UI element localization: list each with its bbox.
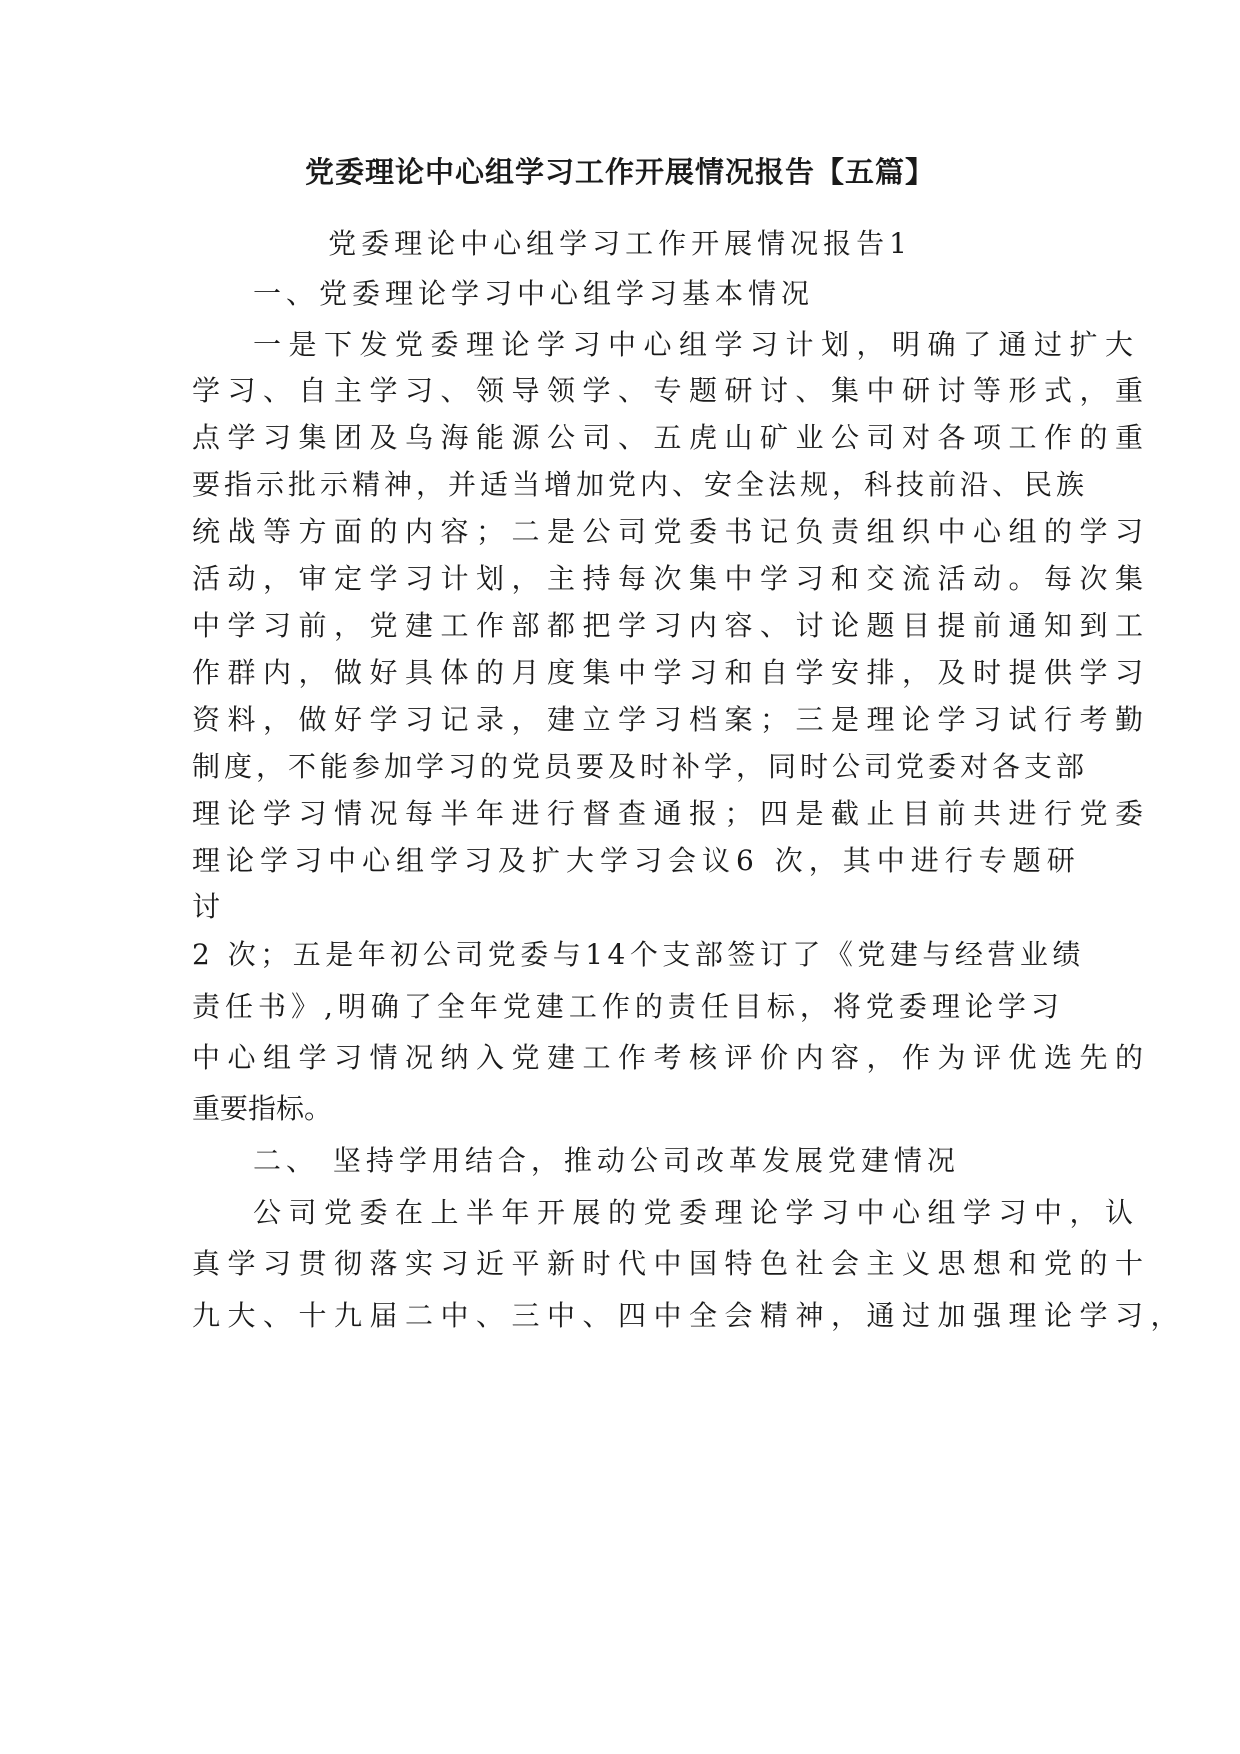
paragraph-line: 九大、十九届二中、三中、四中全会精神，通过加强理论学习， <box>192 1299 1187 1332</box>
paragraph-line: 公司党委在上半年开展的党委理论学习中心组学习中，认 <box>253 1196 1141 1229</box>
paragraph-line: 2 次；五是年初公司党委与14个支部签订了《党建与经营业绩 <box>192 938 1085 971</box>
paragraph-line: 理论学习情况每半年进行督查通报；四是截止目前共进行党委 <box>192 797 1151 830</box>
paragraph-line: 中学习前，党建工作部都把学习内容、讨论题目提前通知到工 <box>192 609 1151 642</box>
section-heading-1: 一、党委理论学习中心组学习基本情况 <box>253 277 815 310</box>
paragraph-line: 一是下发党委理论学习中心组学习计划，明确了通过扩大 <box>253 328 1141 361</box>
report-subtitle: 党委理论中心组学习工作开展情况报告1 <box>328 227 912 260</box>
paragraph-line: 要指示批示精神，并适当增加党内、安全法规，科技前沿、民族 <box>192 468 1089 501</box>
paragraph-line: 作群内，做好具体的月度集中学习和自学安排，及时提供学习 <box>192 656 1151 689</box>
paragraph-line: 重要指标。 <box>192 1092 333 1125</box>
section-heading-2: 二、 坚持学用结合，推动公司改革发展党建情况 <box>253 1144 960 1177</box>
paragraph-line: 活动，审定学习计划，主持每次集中学习和交流活动。每次集 <box>192 562 1151 595</box>
paragraph-line: 中心组学习情况纳入党建工作考核评价内容，作为评优选先的 <box>192 1041 1151 1074</box>
paragraph-line: 制度，不能参加学习的党员要及时补学，同时公司党委对各支部 <box>192 750 1089 783</box>
paragraph-line: 理论学习中心组学习及扩大学习会议6 次，其中进行专题研 <box>192 844 1081 877</box>
paragraph-line: 学习、自主学习、领导领学、专题研讨、集中研讨等形式，重 <box>192 374 1151 407</box>
paragraph-line: 资料，做好学习记录，建立学习档案；三是理论学习试行考勤 <box>192 703 1151 736</box>
document-title: 党委理论中心组学习工作开展情况报告【五篇】 <box>304 155 935 189</box>
paragraph-line: 点学习集团及乌海能源公司、五虎山矿业公司对各项工作的重 <box>192 421 1151 454</box>
paragraph-line: 统战等方面的内容；二是公司党委书记负责组织中心组的学习 <box>192 515 1151 548</box>
paragraph-line: 真学习贯彻落实习近平新时代中国特色社会主义思想和党的十 <box>192 1247 1151 1280</box>
paragraph-line: 责任书》,明确了全年党建工作的责任目标，将党委理论学习 <box>192 990 1064 1023</box>
paragraph-line: 讨 <box>192 890 221 923</box>
